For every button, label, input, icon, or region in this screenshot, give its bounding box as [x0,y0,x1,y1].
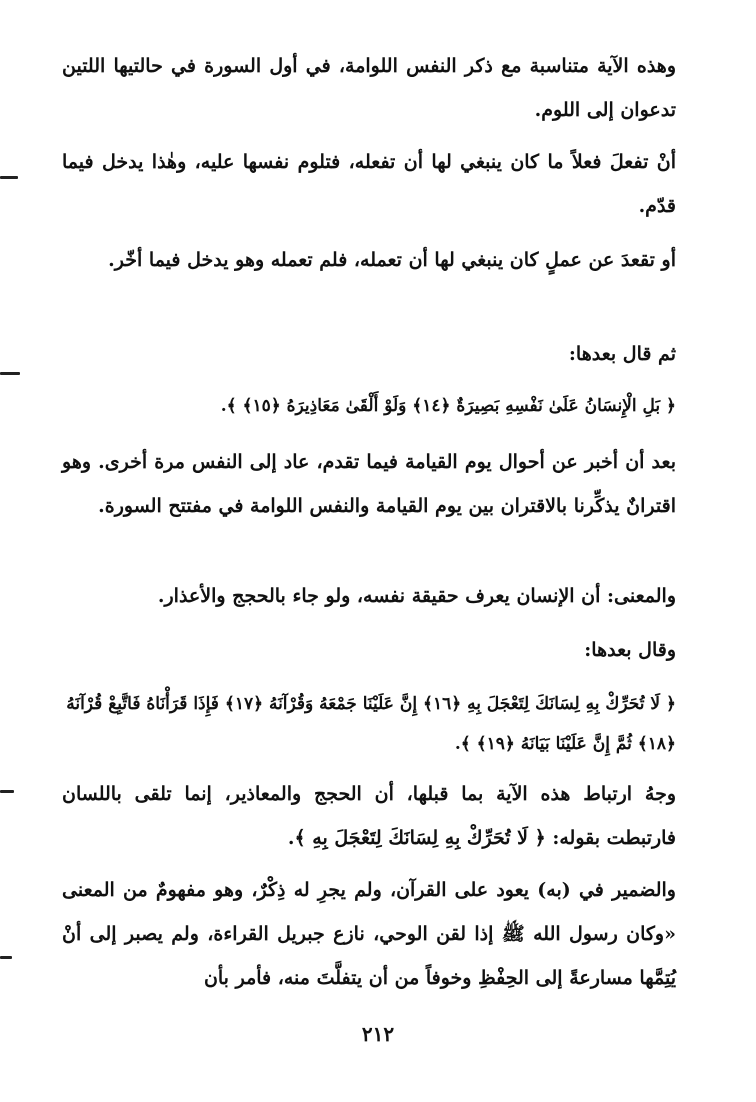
paragraph-5: بعد أن أخبر عن أحوال يوم القيامة فيما تقدم، عاد إلى النفس مرة أخرى. وهو اقترانٌ يذكِّرنا بالاقتران بين يوم القيامة والنفس اللوامة في مفتتح السورة. [62,451,676,517]
margin-mark [0,956,12,959]
quran-verse-2: ﴿ لَا تُحَرِّكْ بِهِ لِسَانَكَ لِتَعْجَلَ بِهِ ﴿١٦﴾ إِنَّ عَلَيْنَا جَمْعَهُ وَقُرْآنَهُ ﴿١٧﴾ فَإِذَا قَرَأْنَاهُ فَاتَّبِعْ قُرْآنَهُ ﴿١٨﴾ ثُمَّ إِنَّ عَلَيْنَا بَيَانَهُ ﴿١٩﴾ ﴾. [66,694,676,754]
quran-verse-1: ﴿ بَلِ الْإِنسَانُ عَلَىٰ نَفْسِهِ بَصِيرَةٌ ﴿١٤﴾ وَلَوْ أَلْقَىٰ مَعَاذِيرَهُ ﴿١٥﴾ ﴾. [220,396,676,416]
paragraph-8: وجهُ ارتباط هذه الآية بما قبلها، أن الحجج والمعاذير، إنما تلقى باللسان فارتبطت بقوله: ﴿ لَا تُحَرِّكْ بِهِ لِسَانَكَ لِتَعْجَلَ بِهِ ﴾. [62,783,676,849]
paragraph-1: وهذه الآية متناسبة مع ذكر النفس اللوامة، في أول السورة في حالتيها اللتين تدعوان إلى اللوم. [62,55,676,121]
paragraph-7: وقال بعدها: [584,639,676,661]
margin-mark [0,790,14,793]
paragraph-3: أو تقعدَ عن عملٍ كان ينبغي لها أن تعمله، فلم تعمله وهو يدخل فيما أخّر. [108,249,676,271]
paragraph-9: والضمير في (به) يعود على القرآن، ولم يجرِ له ذِكْرٌ، وهو مفهومٌ من المعنى «وكان رسول الله ﷺ إذا لقن الوحي، نازع جبريل القراءة، ولم يصبر إلى أنْ يُتِمَّها مسارعةً إلى الحِفْظِ وخوفاً من أن يتفلَّتَ منه، فأمر بأن [62,879,676,989]
margin-mark [0,176,18,179]
paragraph-2: أنْ تفعلَ فعلاً ما كان ينبغي لها أن تفعله، فتلوم نفسها عليه، وهٰذا يدخل فيما قدّم. [62,151,676,217]
paragraph-6: والمعنى: أن الإنسان يعرف حقيقة نفسه، ولو جاء بالحجج والأعذار. [157,585,676,607]
margin-mark [0,372,20,375]
page-number: ٢١٢ [361,1022,395,1046]
paragraph-4: ثم قال بعدها: [568,343,676,365]
